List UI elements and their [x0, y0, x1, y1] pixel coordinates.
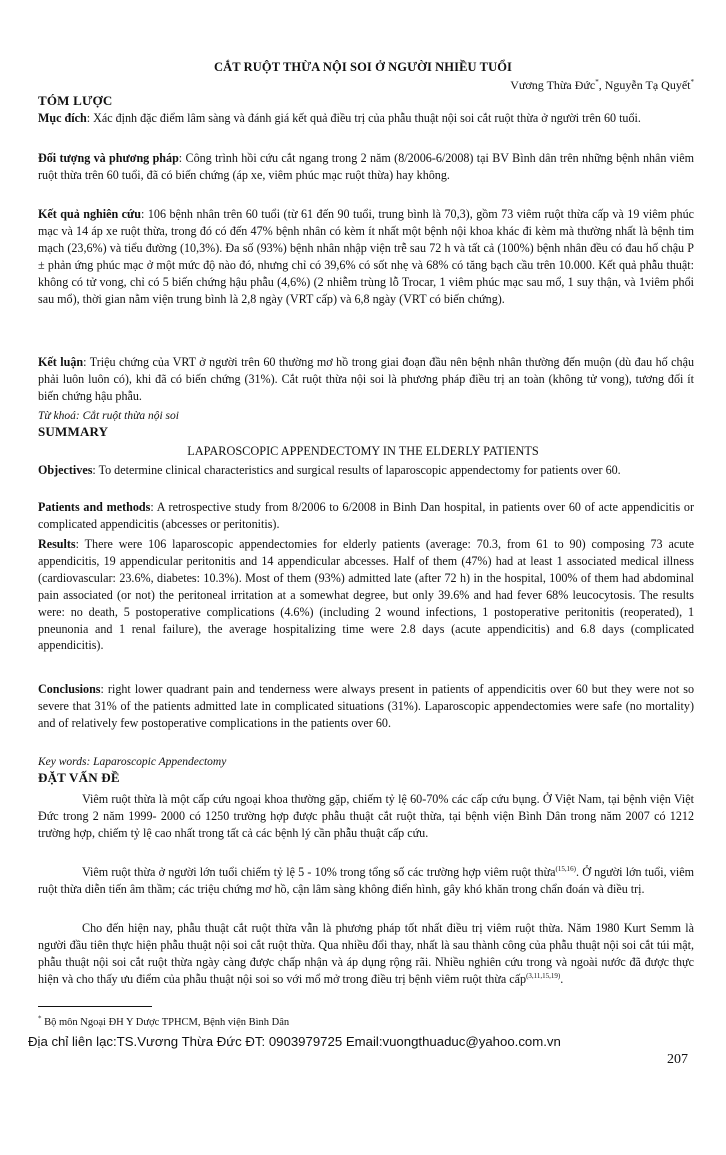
abstract-purpose: [38, 110, 694, 127]
author-name: Nguyễn Tạ Quyết: [604, 78, 691, 92]
paragraph-text: Viêm ruột thừa ở người lớn tuổi chiếm tỷ lệ 5 - 10% trong tổng số các trường hợp viêm ruột thừa: [82, 865, 556, 879]
paragraph-label: Đối tượng và phương pháp: [38, 151, 179, 165]
paragraph-text: . Ở người lớn tuổi, viêm ruột thừa diễn tiến âm thầm; các triệu chứng mơ hồ, cận lâm sàng không điển hình, gây khó khăn trong chẩn đoán và điều trị.: [38, 865, 694, 896]
paragraph-text: Cho đến hiện nay, phẫu thuật cắt ruột thừa vẫn là phương pháp tốt nhất điều trị viêm ruột thừa. Năm 1980 Kurt Semm là người đầu tiên thực hiện phẫu thuật nội soi cắt ruột thừa. Qua nhiều đổi thay, nhất là sau thành công của phẫu thuật nội soi cắt túi mật, phẫu thuật nội soi cắt ruột thừa ngày càng được chấp nhận và áp dụng rộng rãi. Nhiều nghiên cứu trong và ngoài nước đã được thực hiện và cho thấy ưu điểm của phẫu thuật nội soi so với mổ mở trong điều trị bệnh viêm ruột thừa cấp: [38, 921, 694, 986]
paragraph-label: Conclusions: [38, 682, 101, 696]
intro-paragraph-3: [38, 920, 694, 988]
paragraph-text: : A retrospective study from 8/2006 to 6/2008 in Binh Dan hospital, in patients over 60 of acte appendicitis or complicated appendicitis (abcesses or peritonitis).: [38, 500, 694, 531]
author-separator: ,: [598, 78, 605, 92]
abstract-conclusion: [38, 354, 694, 405]
affiliation-mark: *: [690, 78, 694, 86]
summary-conclusions: [38, 681, 694, 732]
paragraph-text: : right lower quadrant pain and tenderness were always present in patients of appendicitis over 60 but they were not so severe that 31% of the patients admitted late in complicated situations (31%). Laparoscopic appendectomies were safe (no mortality) and of relatively few postoperative complications in the patients over 60.: [38, 682, 694, 730]
summary-results: [38, 536, 694, 654]
section-heading-tomluoc: TÓM LƯỢC: [38, 93, 113, 108]
footnote-divider: [38, 1006, 152, 1007]
citation-ref: (15,16): [555, 864, 576, 873]
footnote: [38, 1015, 289, 1032]
abstract-keywords: Từ khoá: Cắt ruột thừa nội soi: [38, 410, 179, 422]
paragraph-text: : Xác định đặc điểm lâm sàng và đánh giá kết quả điều trị của phẫu thuật nội soi cắt ruột thừa ở người trên 60 tuổi.: [86, 111, 641, 125]
paper-title: CẮT RUỘT THỪA NỘI SOI Ở NGƯỜI NHIỀU TUỔI: [213, 60, 513, 74]
author-line: [510, 77, 694, 94]
paragraph-text: : 106 bệnh nhân trên 60 tuổi (từ 61 đến 90 tuổi, trung bình là 70,3), gồm 73 viêm ruột thừa cấp và 19 viêm phúc mạc và 14 áp xe ruột thừa, trong đó có đến 47% bệnh nhân có kèm ít nhất một bệnh nội khoa khác đi kèm mà thường nhất là bệnh tim mạch (23,6%) và tiểu đường (10,3%). Đa số (93%) bệnh nhân nhập viện trễ sau 72 h và tất cả (100%) bệnh nhân đều có đau hố chậu P ± phản ứng phúc mạc ở một mức độ nào đó, nhưng chỉ có 39,6% có sốt nhẹ và 68% có tăng bạch cầu trên 10.000. Kết quả phẫu thuật: không có tử vong, chỉ có 5 biến chứng hậu phẫu (4,6%) (2 nhiễm trùng lỗ Trocar, 1 viêm phúc mạc sau mổ, 1 suy thận, và 1viêm phổi sau mổ), thời gian nằm viện trung bình là 2,8 ngày (VRT cấp) và 6,8 ngày (VRT có biến chứng).: [38, 207, 694, 306]
intro-paragraph-2: [38, 864, 694, 898]
intro-paragraph-1: Viêm ruột thừa là một cấp cứu ngoại khoa thường gặp, chiếm tỷ lệ 60-70% các cấp cứu bụng. Ở Việt Nam, tại bệnh viện Việt Đức trong 2 năm 1999- 2000 có 1250 trường hợp được phẫu thuật cắt ruột thừa, tại bệnh viện Bình Dân trong năm 2007 có 1212 trường hợp, chiếm tỷ lệ cao nhất trong tất cả các bệnh lý cần phẫu thuật cấp cứu.: [38, 792, 694, 840]
citation-ref: (3,11,15,19): [526, 971, 561, 980]
summary-objectives: [38, 462, 694, 479]
page-number: 207: [667, 1052, 688, 1067]
paragraph-text: : To determine clinical characteristics and surgical results of laparoscopic appendectomy for patients over 60.: [92, 463, 621, 477]
footnote-mark: *: [38, 1014, 42, 1023]
affiliation-mark: *: [595, 78, 599, 86]
footnote-text: Bộ môn Ngoại ĐH Y Dược TPHCM, Bệnh viện Bình Dân: [44, 1017, 290, 1028]
paragraph-label: Kết luận: [38, 355, 84, 369]
abstract-subjects: [38, 150, 694, 184]
paragraph-text: : Triệu chứng của VRT ở người trên 60 thường mơ hồ trong giai đoạn đầu nên bệnh nhân thường đến muộn (dù đau hố chậu phải luôn luôn có), khi đã có biến chứng (31%). Cắt ruột thừa nội soi là phương pháp điều trị an toàn (không tử vong), tương đối ít biến chứng hậu phẫu.: [38, 355, 694, 403]
paragraph-label: Kết quả nghiên cứu: [38, 207, 142, 221]
paragraph-label: Patients and methods: [38, 500, 151, 514]
paragraph-text: : There were 106 laparoscopic appendectomies for elderly patients (average: 70.3, from 61 to 90) composing 73 acute appendicitis, 19 appendicular peritonitis and 14 appendicular abcesses. Half of them (47%) had at least 1 associated medical illness (cardiovascular: 23.6%, diabetes: 10.3%). Most of them (93%) admitted late (after 72 h) in the hospital, 100% of them had abdominal pain associated (or not) the peritoneal irritation at a somewhat degree, but only 39.6% and had fever 68% leucocytosis. The results were: no death, 5 postoperative complications (4.6%) (including 2 wound infections, 1 postoperative peritonitis (reoperated), 1 pneunonia and 1 renal failure), the average hospitalizing time were 2.8 days (acute appendicitis) and 6.8 days (complicated appendicitis).: [38, 537, 694, 653]
paragraph-label: Results: [38, 537, 76, 551]
section-heading-summary: SUMMARY: [38, 424, 109, 439]
summary-keywords: Key words: Laparoscopic Appendectomy: [38, 756, 227, 768]
author-name: Vương Thừa Đức: [510, 78, 596, 92]
summary-patients-methods: [38, 499, 694, 533]
abstract-results: [38, 206, 694, 307]
section-heading-intro: ĐẶT VẤN ĐỀ: [38, 770, 120, 785]
paragraph-label: Objectives: [38, 463, 93, 477]
paragraph-text: : Công trình hồi cứu cắt ngang trong 2 năm (8/2006-6/2008) tại BV Bình dân trên những bệnh nhân viêm ruột thừa trên 60 tuổi, đã có biến chứng (áp xe, viêm phúc mạc ruột thừa) hay không.: [38, 151, 694, 182]
summary-subtitle: LAPAROSCOPIC APPENDECTOMY IN THE ELDERLY PATIENTS: [187, 444, 539, 458]
paragraph-label: Mục đích: [38, 111, 87, 125]
paragraph-text: .: [560, 971, 564, 986]
contact-line: Địa chỉ liên lạc:TS.Vương Thừa Đức ĐT: 0903979725 Email:vuongthuaduc@yahoo.com.vn: [28, 1034, 561, 1049]
